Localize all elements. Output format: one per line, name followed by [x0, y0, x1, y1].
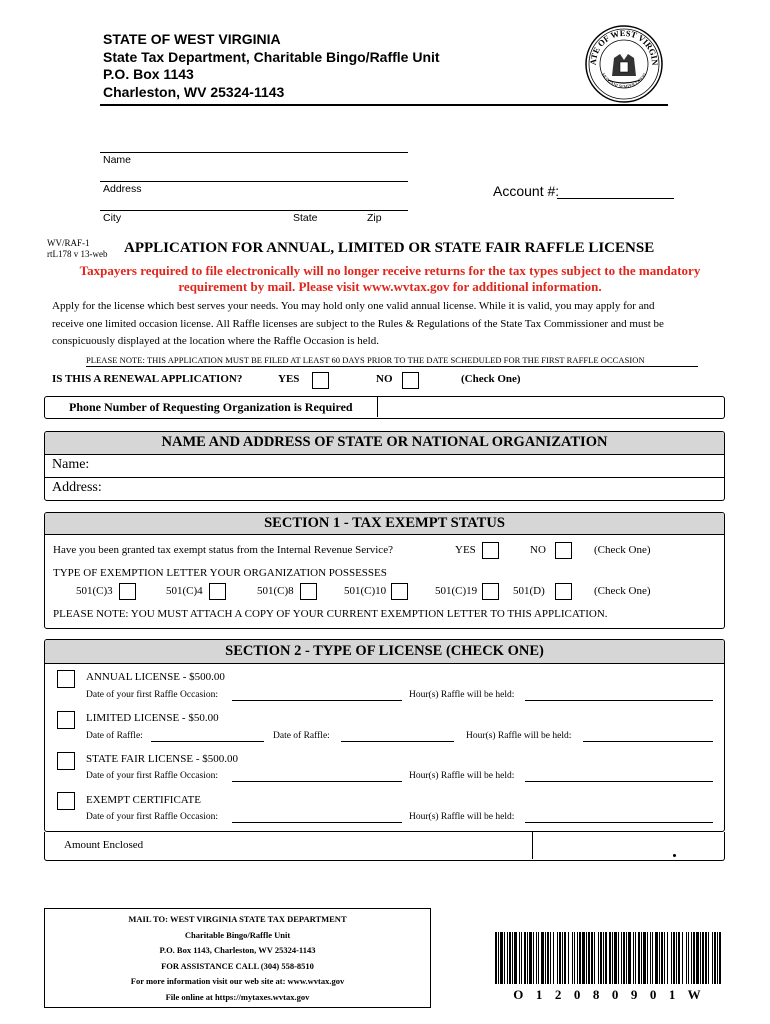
limited-hours-label: Hour(s) Raffle will be held: — [466, 731, 572, 741]
limited-date2-field[interactable] — [341, 741, 454, 742]
exempt-hours-field[interactable] — [525, 822, 713, 823]
irs-no-checkbox[interactable] — [555, 542, 572, 559]
barcode-bar — [605, 932, 607, 984]
barcode-bar — [559, 932, 561, 984]
city-line[interactable] — [100, 210, 408, 211]
irs-yes-label: YES — [455, 544, 476, 556]
barcode-bar — [500, 932, 503, 984]
amount-enclosed-label: Amount Enclosed — [64, 839, 144, 851]
exempt-date-label: Date of your first Raffle Occasion: — [86, 812, 218, 822]
irs-no-label: NO — [530, 544, 546, 556]
annual-hours-field[interactable] — [525, 700, 713, 701]
fair-date-field[interactable] — [232, 781, 402, 782]
irs-question: Have you been granted tax exempt status from the Internal Revenue Service? — [53, 544, 393, 556]
barcode-bar — [717, 932, 718, 984]
barcode-bar — [504, 932, 505, 984]
option-501c19-checkbox[interactable] — [482, 583, 499, 600]
amount-divider — [532, 832, 533, 859]
barcode-bar — [700, 932, 701, 984]
barcode-bar — [628, 932, 631, 984]
barcode-bar — [547, 932, 549, 984]
barcode-bar — [614, 932, 617, 984]
barcode-bar — [676, 932, 677, 984]
option-501c8-checkbox[interactable] — [300, 583, 317, 600]
option-501c19-label: 501(C)19 — [435, 585, 478, 597]
exempt-hours-label: Hour(s) Raffle will be held: — [409, 812, 515, 822]
barcode-bar — [638, 932, 640, 984]
barcode-bar — [612, 932, 613, 984]
notice-underline — [86, 366, 698, 367]
phone-number-field[interactable] — [379, 397, 723, 417]
barcode-bar — [519, 932, 520, 984]
limited-date1-field[interactable] — [151, 741, 264, 742]
barcode-bar — [524, 932, 526, 984]
barcode-bar — [514, 932, 517, 984]
organization-box — [44, 431, 725, 501]
barcode-bar — [536, 932, 537, 984]
intro-text: Apply for the license which best serves your needs. You may hold only one valid annual license. While it is valid, you may apply for and receive one limited occasion license. All Raffle licenses are subject to the Rules & Regulations of the State Tax Commissioner and must be conspicuously displayed at the location where the Raffle Occasion is held. — [52, 300, 664, 347]
barcode-bar — [671, 932, 672, 984]
option-501c3-label: 501(C)3 — [76, 585, 113, 597]
section-1-box — [44, 512, 725, 629]
section-1-heading: SECTION 1 - TAX EXEMPT STATUS — [45, 513, 724, 535]
state-fair-license-label: STATE FAIR LICENSE - $500.00 — [86, 753, 238, 765]
option-501c4-checkbox[interactable] — [209, 583, 226, 600]
svg-text:MONTANI SEMPER LIBERI: MONTANI SEMPER LIBERI — [600, 72, 648, 90]
barcode-bar — [609, 932, 611, 984]
mail-line-1: MAIL TO: WEST VIRGINIA STATE TAX DEPARTMENT — [128, 914, 347, 924]
option-501c3-checkbox[interactable] — [119, 583, 136, 600]
header-divider — [100, 104, 668, 106]
barcode-bar — [577, 932, 578, 984]
barcode-bar — [664, 932, 665, 984]
limited-license-checkbox[interactable] — [57, 711, 75, 729]
phone-label: Phone Number of Requesting Organization is Required — [69, 400, 353, 414]
mail-to-box — [44, 908, 431, 1008]
state-seal-icon — [584, 24, 664, 104]
decimal-point — [673, 854, 676, 857]
option-501c8-label: 501(C)8 — [257, 585, 294, 597]
zip-label: Zip — [367, 212, 382, 224]
irs-check-one: (Check One) — [594, 544, 651, 556]
barcode-bar — [635, 932, 636, 984]
barcode-bar — [641, 932, 642, 984]
barcode-icon — [493, 932, 723, 984]
barcode-bar — [705, 932, 707, 984]
electronic-filing-warning: Taxpayers required to file electronically will no longer receive returns for the tax types subject to the mandatory requirement by mail. Please visit www.wvtax.gov for additional information. — [79, 263, 701, 294]
header-line-3: P.O. Box 1143 — [103, 66, 194, 82]
annual-license-label: ANNUAL LICENSE - $500.00 — [86, 671, 225, 683]
barcode-bar — [545, 932, 546, 984]
barcode-bar — [621, 932, 622, 984]
mail-line-2: Charitable Bingo/Raffle Unit — [184, 929, 291, 940]
barcode-bar — [553, 932, 554, 984]
address-line[interactable] — [100, 181, 408, 182]
barcode-bar — [550, 932, 551, 984]
limited-hours-field[interactable] — [583, 741, 713, 742]
barcode-bar — [714, 932, 716, 984]
barcode-bar — [568, 932, 569, 984]
barcode-bar — [498, 932, 499, 984]
mail-line-4: FOR ASSISTANCE CALL (304) 558-8510 — [161, 960, 314, 971]
barcode-bar — [655, 932, 658, 984]
filing-deadline-notice: PLEASE NOTE: THIS APPLICATION MUST BE FILED AT LEAST 60 DAYS PRIOR TO THE DATE SCHEDULED FOR THE FIRST RAFFLE OCCASION — [86, 355, 645, 365]
barcode-bar — [647, 932, 648, 984]
name-line[interactable] — [100, 152, 408, 153]
mail-line-6: File online at https://mytaxes.wvtax.gov — [165, 991, 310, 1002]
header-line-1: STATE OF WEST VIRGINIA — [103, 31, 281, 47]
barcode-bar — [691, 932, 692, 984]
barcode-bar — [643, 932, 646, 984]
renewal-yes-label: YES — [278, 373, 300, 385]
organization-heading: NAME AND ADDRESS OF STATE OR NATIONAL ORGANIZATION — [45, 432, 724, 455]
barcode-bar — [686, 932, 687, 984]
mail-line-3: P.O. Box 1143, Charleston, WV 25324-1143 — [159, 945, 316, 956]
barcode-bar — [708, 932, 709, 984]
barcode-bar — [557, 932, 558, 984]
exemption-letter-note: PLEASE NOTE: YOU MUST ATTACH A COPY OF YOUR CURRENT EXEMPTION LETTER TO THIS APPLICATION. — [53, 608, 608, 620]
barcode-bar — [564, 932, 566, 984]
org-name-field[interactable] — [115, 456, 720, 476]
barcode-bar — [667, 932, 668, 984]
exempt-certificate-checkbox[interactable] — [57, 792, 75, 810]
mail-line-5: For more information visit our web site at: www.wvtax.gov — [130, 976, 345, 987]
amount-enclosed-field[interactable] — [534, 832, 722, 859]
renewal-no-label: NO — [376, 373, 393, 385]
barcode-bar — [533, 932, 534, 984]
barcode-bar — [673, 932, 675, 984]
annual-hours-label: Hour(s) Raffle will be held: — [409, 690, 515, 700]
barcode-bar — [572, 932, 573, 984]
barcode-bar — [521, 932, 522, 984]
barcode-bar — [512, 932, 513, 984]
barcode-bar — [588, 932, 590, 984]
annual-license-checkbox[interactable] — [57, 670, 75, 688]
annual-date-label: Date of your first Raffle Occasion: — [86, 690, 218, 700]
option-501c10-checkbox[interactable] — [391, 583, 408, 600]
options-check-one: (Check One) — [594, 585, 651, 597]
barcode-bar — [591, 932, 593, 984]
fair-date-label: Date of your first Raffle Occasion: — [86, 771, 218, 781]
header-line-4: Charleston, WV 25324-1143 — [103, 83, 285, 100]
account-line[interactable] — [557, 198, 674, 199]
option-501d-label: 501(D) — [513, 585, 545, 597]
barcode-bar — [509, 932, 511, 984]
irs-yes-checkbox[interactable] — [482, 542, 499, 559]
barcode-bar — [582, 932, 585, 984]
barcode-bar — [702, 932, 704, 984]
section-2-box — [44, 639, 725, 832]
barcode-bar — [712, 932, 713, 984]
form-version: rtL178 v 13-web — [47, 249, 108, 259]
barcode-bar — [633, 932, 634, 984]
barcode-bar — [507, 932, 508, 984]
barcode-text: O 1 2 0 8 0 9 0 1 W — [513, 987, 703, 1002]
org-name-label: Name: — [52, 457, 90, 472]
amount-enclosed-box — [44, 832, 725, 861]
barcode-bar — [603, 932, 604, 984]
exempt-certificate-label: EXEMPT CERTIFICATE — [86, 794, 201, 806]
header-line-2: State Tax Department, Charitable Bingo/Raffle Unit — [103, 48, 440, 65]
form-title: APPLICATION FOR ANNUAL, LIMITED OR STATE FAIR RAFFLE LICENSE — [124, 240, 655, 256]
barcode-bar — [579, 932, 581, 984]
fair-hours-label: Hour(s) Raffle will be held: — [409, 771, 515, 781]
phone-number-box — [44, 396, 725, 419]
annual-date-field[interactable] — [232, 700, 402, 701]
org-row-divider — [45, 477, 724, 478]
barcode-bar — [594, 932, 595, 984]
barcode-bar — [678, 932, 680, 984]
state-label: State — [293, 212, 318, 224]
fair-hours-field[interactable] — [525, 781, 713, 782]
barcode-bar — [562, 932, 563, 984]
barcode-bar — [598, 932, 599, 984]
renewal-yes-checkbox[interactable] — [312, 372, 329, 389]
barcode-bar — [682, 932, 683, 984]
phone-divider — [377, 397, 378, 417]
renewal-no-checkbox[interactable] — [402, 372, 419, 389]
city-label: City — [103, 212, 122, 224]
agency-header — [103, 31, 440, 101]
option-501d-checkbox[interactable] — [555, 583, 572, 600]
barcode-bar — [626, 932, 627, 984]
exemption-type-label: TYPE OF EXEMPTION LETTER YOUR ORGANIZATION POSSESSES — [53, 567, 387, 579]
barcode-bar — [693, 932, 695, 984]
barcode-bar — [538, 932, 539, 984]
option-501c4-label: 501(C)4 — [166, 585, 203, 597]
barcode-bar — [652, 932, 653, 984]
org-address-field[interactable] — [135, 479, 720, 499]
name-label: Name — [103, 154, 132, 166]
option-501c10-label: 501(C)10 — [344, 585, 387, 597]
barcode-bar — [618, 932, 619, 984]
state-fair-license-checkbox[interactable] — [57, 752, 75, 770]
limited-date2-label: Date of Raffle: — [273, 731, 330, 741]
account-label: Account #: — [493, 183, 560, 199]
barcode-bar — [529, 932, 532, 984]
form-id — [47, 238, 108, 260]
barcode-bar — [688, 932, 689, 984]
address-label: Address — [103, 183, 142, 195]
barcode-bar — [600, 932, 602, 984]
section-2-heading: SECTION 2 - TYPE OF LICENSE (CHECK ONE) — [45, 640, 724, 664]
form-code: WV/RAF-1 — [47, 238, 90, 248]
barcode-bar — [495, 932, 497, 984]
renewal-check-one: (Check One) — [461, 373, 521, 385]
barcode-bar — [541, 932, 544, 984]
exempt-date-field[interactable] — [232, 822, 402, 823]
barcode-bar — [696, 932, 699, 984]
limited-license-label: LIMITED LICENSE - $50.00 — [86, 712, 219, 724]
barcode-bar — [586, 932, 587, 984]
barcode-bar — [659, 932, 660, 984]
svg-text:STATE OF WEST VIRGINIA: ATE OF WEST VIRGIN — [587, 27, 661, 66]
barcode-bar — [574, 932, 575, 984]
barcode-bar — [527, 932, 528, 984]
renewal-question: IS THIS A RENEWAL APPLICATION? — [52, 373, 243, 385]
barcode-bar — [623, 932, 625, 984]
barcode-bar — [661, 932, 663, 984]
barcode-bar — [719, 932, 721, 984]
limited-date1-label: Date of Raffle: — [86, 731, 143, 741]
barcode-bar — [650, 932, 651, 984]
org-address-label: Address: — [52, 480, 102, 495]
